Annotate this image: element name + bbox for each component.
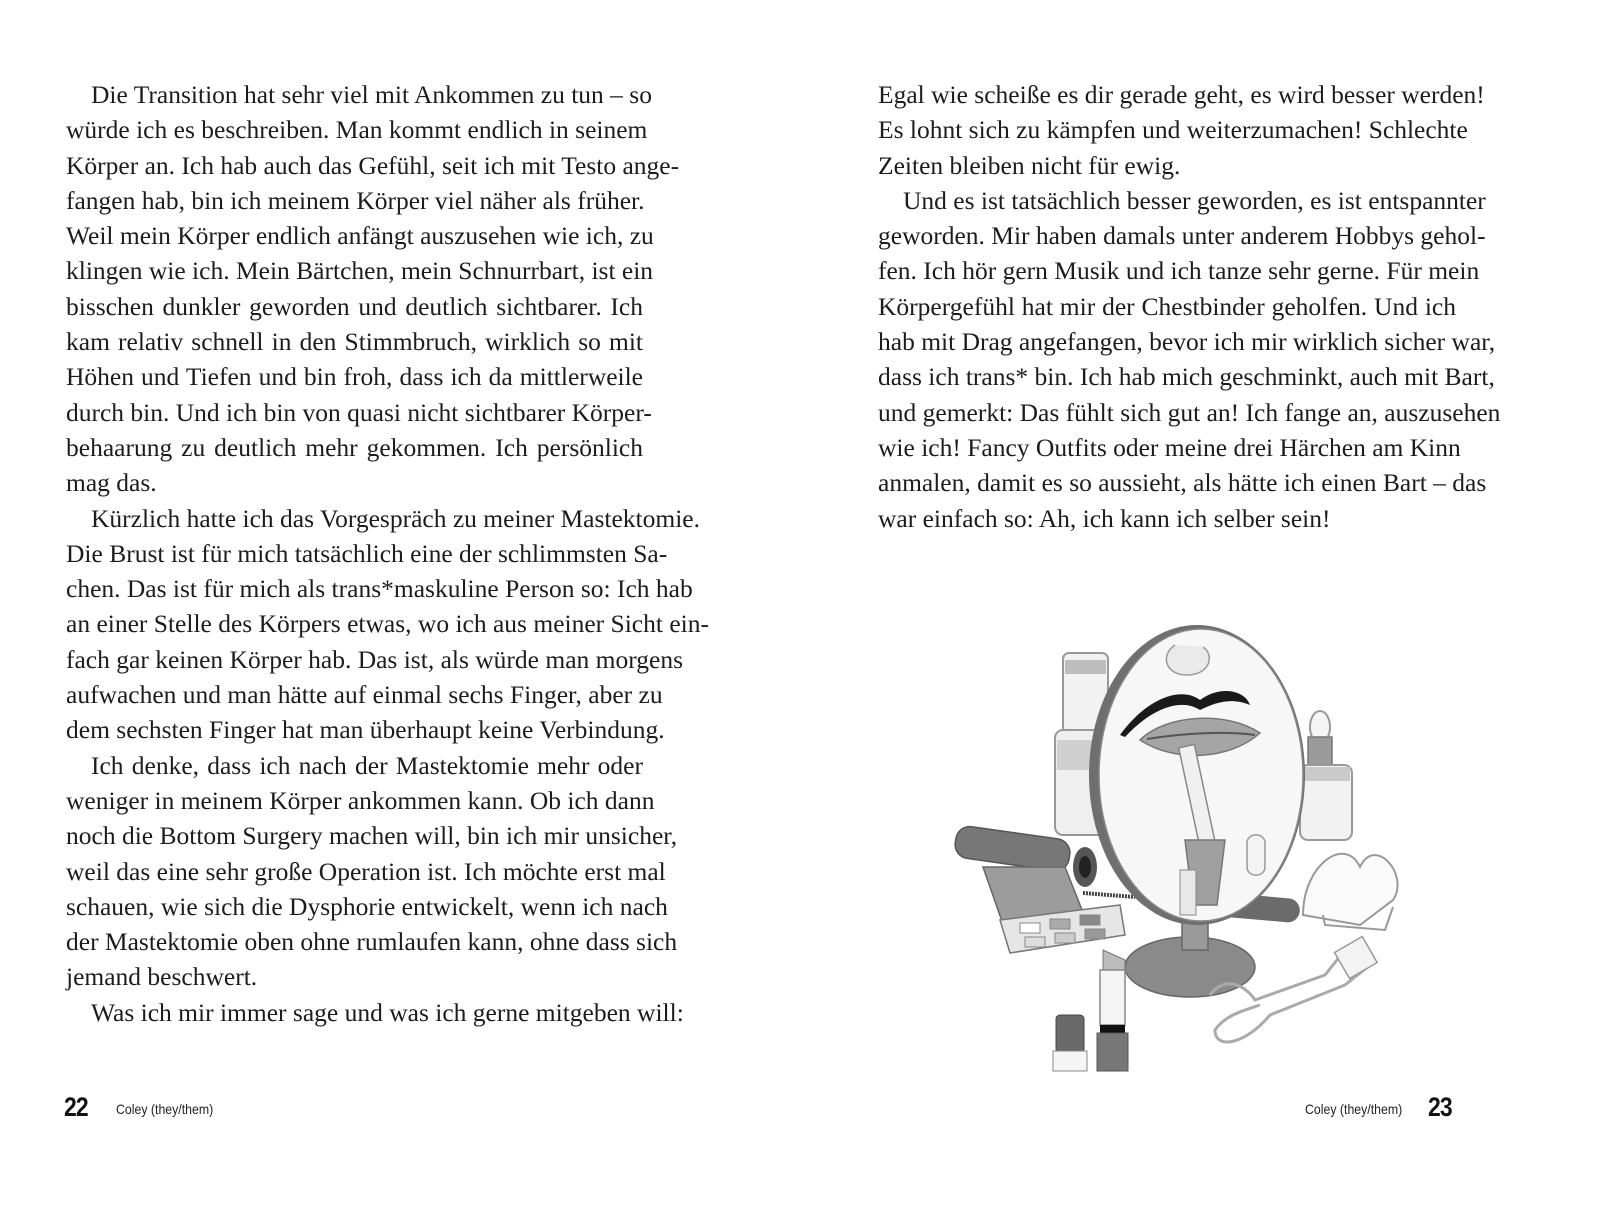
text-line: geworden. Mir haben damals unter anderem Hobbys gehol-: [878, 221, 1486, 251]
text-line: wie ich! Fancy Outfits oder meine drei Härchen am Kinn: [878, 432, 1461, 462]
paragraph: [66, 77, 680, 501]
text-line: Kürzlich hatte ich das Vorgespräch zu meiner Mastektomie.: [91, 503, 700, 533]
text-line: fangen hab, bin ich meinem Körper viel näher als früher.: [66, 185, 645, 215]
text-line: Und es ist tatsächlich besser geworden, es ist entspannter: [903, 185, 1486, 215]
text-line: jemand beschwert.: [66, 962, 258, 992]
text-line: Die Transition hat sehr viel mit Ankommen zu tun – so: [91, 80, 652, 109]
text-line: Höhen und Tiefen und bin froh, dass ich da mittlerweile: [66, 362, 643, 392]
running-head: Coley (they/them): [116, 1101, 214, 1117]
text-line: Körpergefühl hat mir der Chestbinder geholfen. Und ich: [878, 291, 1456, 321]
paragraph: [878, 77, 1485, 183]
eyeshadow-palette-icon: [983, 867, 1125, 953]
text-line: hab mit Drag angefangen, bevor ich mir wirklich sicher war,: [878, 327, 1496, 357]
text-line: weniger in meinem Körper ankommen kann. Ob ich dann: [66, 785, 655, 815]
paragraph: [66, 748, 678, 995]
running-head: Coley (they/them): [1305, 1101, 1403, 1117]
text-line: Körper an. Ich hab auch das Gefühl, seit ich mit Testo ange-: [66, 150, 680, 180]
text-line: war einfach so: Ah, ich kann ich selber sein!: [878, 503, 1331, 533]
paragraph: [66, 501, 709, 748]
text-line: Zeiten bleiben nicht für ewig.: [878, 150, 1181, 180]
text-line: fen. Ich hör gern Musik und ich tanze sehr gerne. Für mein: [878, 256, 1480, 286]
text-line: und gemerkt: Das fühlt sich gut an! Ich fange an, auszusehen: [878, 397, 1501, 427]
text-line: Egal wie scheiße es dir gerade geht, es wird besser werden!: [878, 80, 1485, 109]
text-line: noch die Bottom Surgery machen will, bin ich mir unsicher,: [66, 821, 678, 851]
right-page-body-text: [878, 77, 1501, 536]
text-line: Die Brust ist für mich tatsächlich eine der schlimmsten Sa-: [66, 538, 668, 568]
page-number: 22: [64, 1092, 88, 1122]
text-line: schauen, wie sich die Dysphorie entwickelt, wenn ich nach: [66, 891, 668, 921]
makeup-mirror-illustration: [925, 605, 1425, 1075]
page-number: 23: [1428, 1092, 1452, 1122]
text-line: kam relativ schnell in den Stimmbruch, wirklich so mit: [66, 327, 643, 357]
text-line: dass ich trans* bin. Ich hab mich geschminkt, auch mit Bart,: [878, 362, 1495, 392]
mirror-icon: [1089, 625, 1305, 925]
text-line: chen. Das ist für mich als trans*maskuline Person so: Ich hab: [66, 574, 693, 604]
text-line: dem sechsten Finger hat man überhaupt keine Verbindung.: [66, 715, 665, 745]
text-line: aufwachen und man hätte auf einmal sechs Finger, aber zu: [66, 680, 663, 710]
text-line: durch bin. Und ich bin von quasi nicht sichtbarer Körper-: [66, 397, 652, 427]
heart-compact-icon: [1303, 854, 1398, 930]
text-line: weil das eine sehr große Operation ist. Ich möchte erst mal: [66, 856, 666, 886]
text-line: an einer Stelle des Körpers etwas, wo ich aus meiner Sicht ein-: [66, 609, 709, 639]
text-line: Weil mein Körper endlich anfängt auszusehen wie ich, zu: [66, 221, 654, 251]
paragraph: [878, 183, 1501, 536]
text-line: der Mastektomie oben ohne rumlaufen kann, ohne dass sich: [66, 927, 678, 957]
text-line: bisschen dunkler geworden und deutlich sichtbarer. Ich: [66, 291, 643, 321]
text-line: Ich denke, dass ich nach der Mastektomie mehr oder: [91, 750, 643, 780]
text-line: behaarung zu deutlich mehr gekommen. Ich persönlich: [66, 432, 643, 462]
text-line: anmalen, damit es so aussieht, als hätte ich einen Bart – das: [878, 468, 1487, 498]
paragraph: [66, 995, 684, 1030]
text-line: würde ich es beschreiben. Man kommt endlich in seinem: [66, 115, 648, 145]
text-line: mag das.: [66, 468, 157, 498]
lipstick-icon: [1097, 950, 1128, 1071]
left-page-body-text: [66, 77, 709, 1030]
text-line: klingen wie ich. Mein Bärtchen, mein Schnurrbart, ist ein: [66, 256, 654, 286]
nail-polish-icon: [1053, 1015, 1087, 1071]
serum-bottle-icon: [1300, 711, 1352, 840]
text-line: fach gar keinen Körper hab. Das ist, als würde man morgens: [66, 644, 684, 674]
text-line: Was ich mir immer sage und was ich gerne mitgeben will:: [91, 997, 684, 1027]
text-line: Es lohnt sich zu kämpfen und weiterzumachen! Schlechte: [878, 115, 1468, 145]
